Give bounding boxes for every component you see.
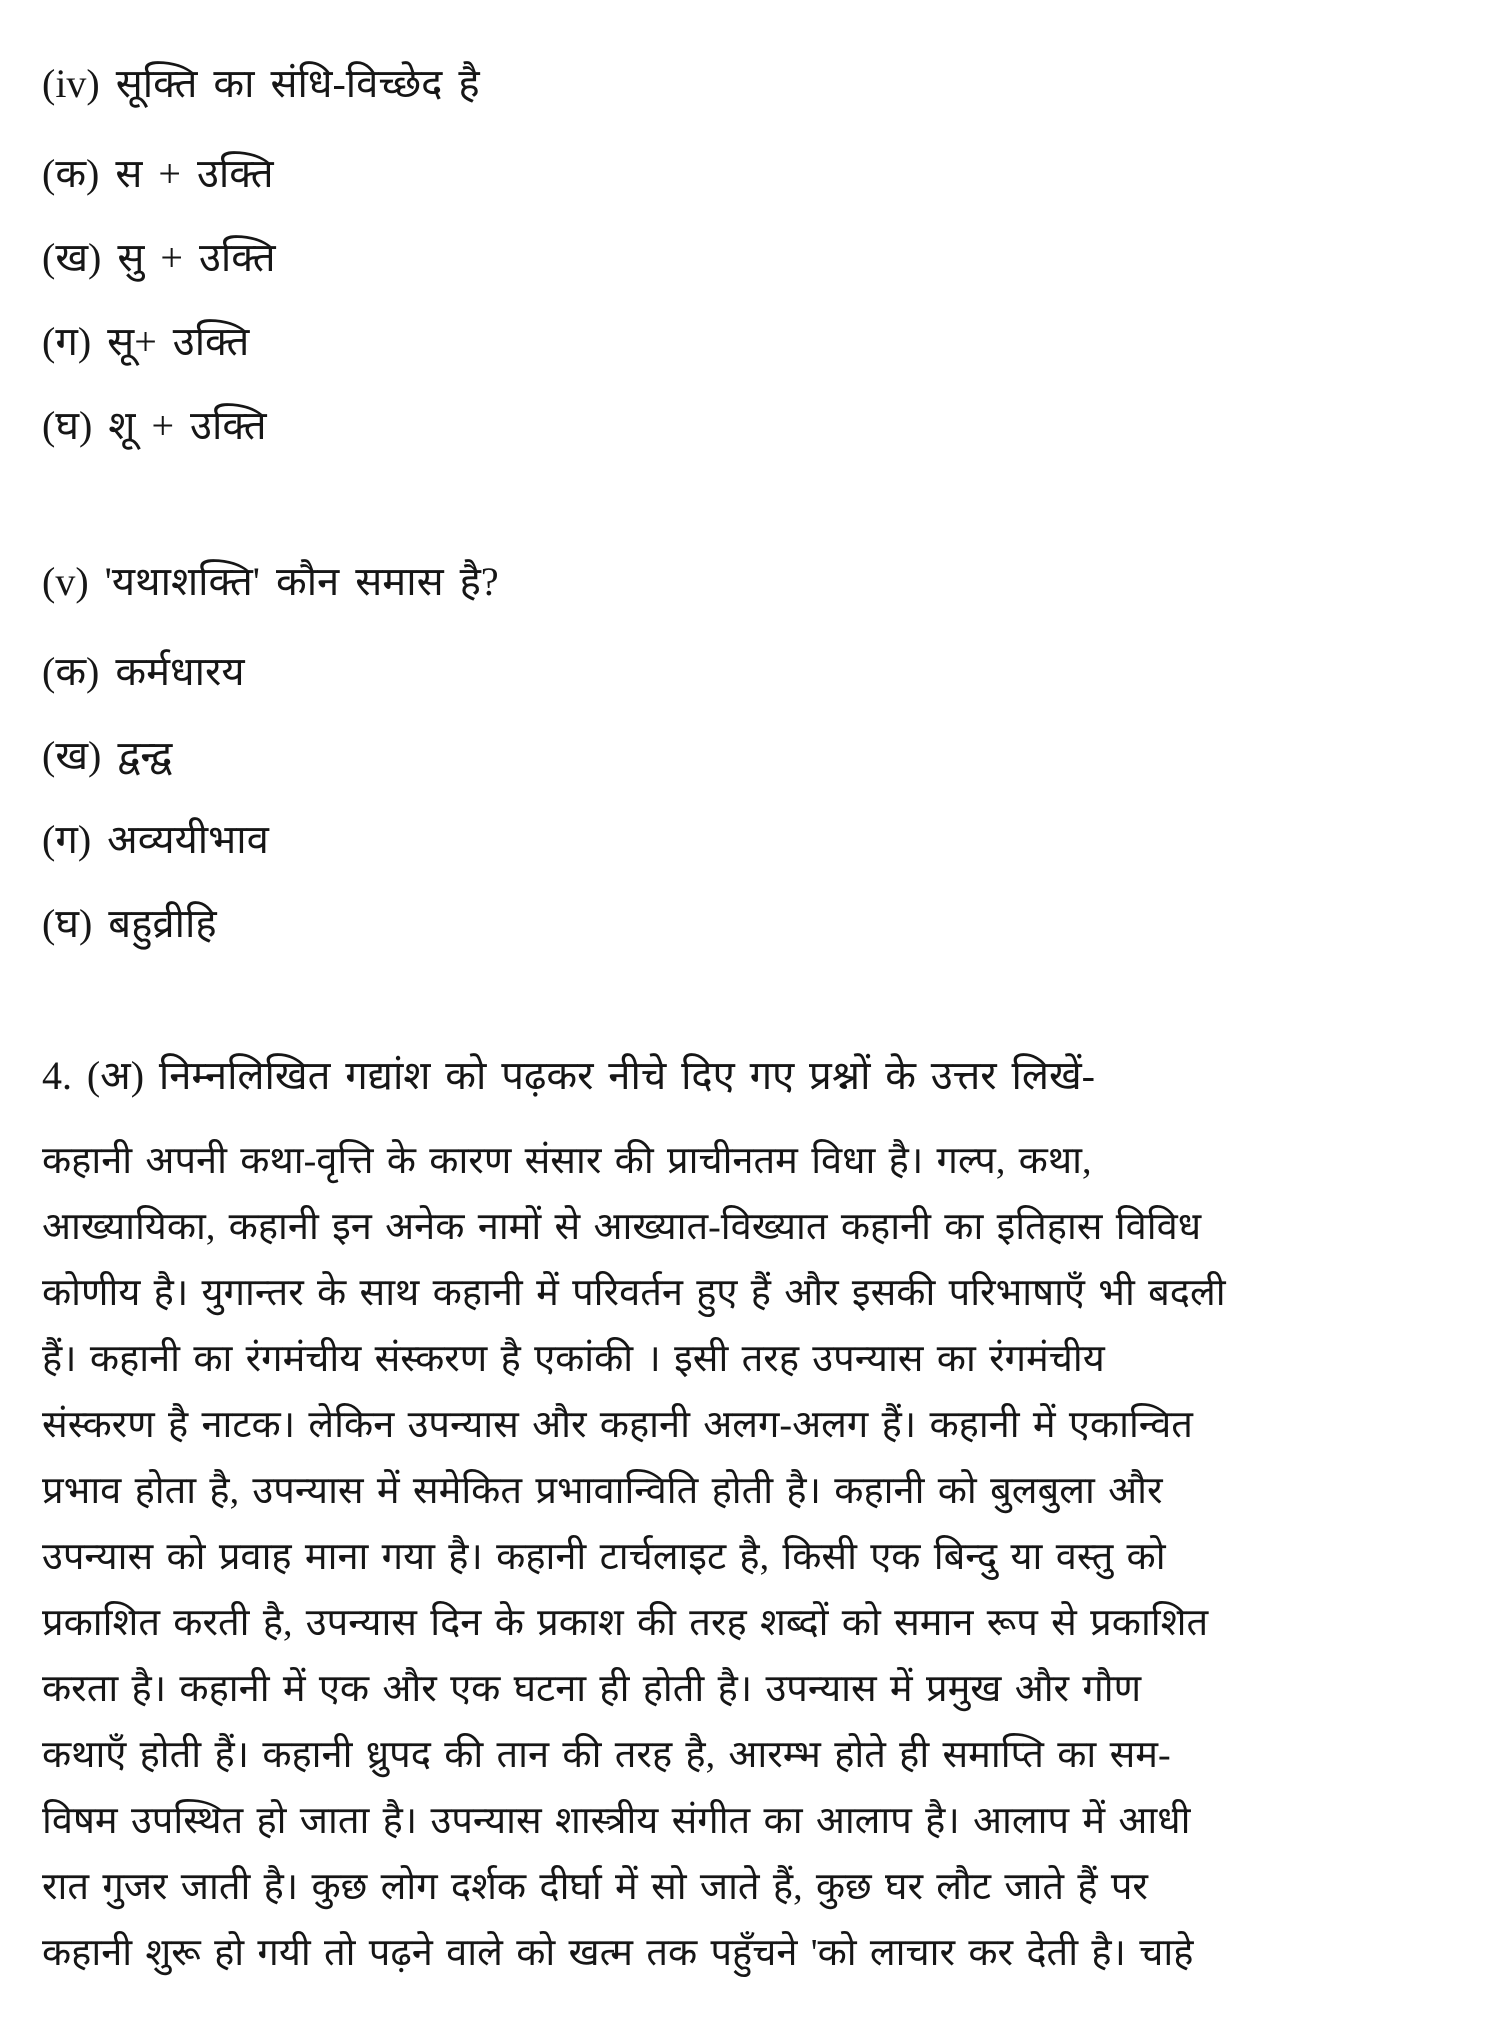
question-v-option-ga: [42, 816, 1475, 864]
option-label: (घ): [42, 403, 93, 448]
option-label: (ग): [42, 319, 92, 364]
passage-line: कथाएँ होती हैं। कहानी ध्रुपद की तान की तरह है, आरम्भ होते ही समाप्ति का सम-: [42, 1734, 1171, 1776]
question-iv-option-kha: [42, 234, 1475, 282]
option-label: (घ): [42, 901, 93, 946]
question-iv-option-ka: [42, 150, 1475, 198]
passage-line: आख्यायिका, कहानी इन अनेक नामों से आख्यात-विख्यात कहानी का इतिहास विविध: [42, 1206, 1202, 1248]
option-label: (ग): [42, 817, 92, 862]
question-iv-option-gha: [42, 402, 1475, 450]
section-4-heading: [42, 1050, 1475, 1102]
passage-line: प्रकाशित करती है, उपन्यास दिन के प्रकाश की तरह शब्दों को समान रूप से प्रकाशित: [42, 1602, 1209, 1644]
passage-line: हैं। कहानी का रंगमंचीय संस्करण है एकांकी । इसी तरह उपन्यास का रंगमंचीय: [42, 1338, 1105, 1380]
section-number: 4.: [42, 1053, 72, 1098]
question-v-option-ka: [42, 648, 1475, 696]
option-text: स + उक्ति: [115, 151, 274, 196]
question-text: सूक्ति का संधि-विच्छेद है: [115, 61, 480, 106]
passage-line: कोणीय है। युगान्तर के साथ कहानी में परिवर्तन हुए हैं और इसकी परिभाषाएँ भी बदली: [42, 1272, 1226, 1314]
passage-line: रात गुजर जाती है। कुछ लोग दर्शक दीर्घा में सो जाते हैं, कुछ घर लौट जाते हैं पर: [42, 1866, 1148, 1908]
question-iv-prompt: [42, 60, 1475, 108]
question-iv-block: [42, 60, 1475, 486]
question-number: (iv): [42, 61, 100, 106]
option-text: अव्ययीभाव: [107, 817, 269, 862]
passage-line: करता है। कहानी में एक और एक घटना ही होती है। उपन्यास में प्रमुख और गौण: [42, 1668, 1142, 1710]
option-text: कर्मधारय: [115, 649, 245, 694]
question-v-option-gha: [42, 900, 1475, 948]
passage-instruction: [42, 1050, 1475, 1102]
option-label: (क): [42, 151, 100, 196]
passage-line: कहानी अपनी कथा-वृत्ति के कारण संसार की प्राचीनतम विधा है। गल्प, कथा,: [42, 1140, 1092, 1182]
question-number: (v): [42, 559, 89, 604]
passage-line: उपन्यास को प्रवाह माना गया है। कहानी टार्चलाइट है, किसी एक बिन्दु या वस्तु को: [42, 1536, 1166, 1578]
option-text: शू + उक्ति: [108, 403, 267, 448]
question-v-option-kha: [42, 732, 1475, 780]
option-text: सु + उक्ति: [117, 235, 276, 280]
question-iv-option-ga: [42, 318, 1475, 366]
option-label: (ख): [42, 235, 102, 280]
option-label: (ख): [42, 733, 102, 778]
question-v-prompt: [42, 558, 1475, 606]
question-text: 'यथाशक्ति' कौन समास है?: [104, 559, 499, 604]
passage-line: प्रभाव होता है, उपन्यास में समेकित प्रभावान्विति होती है। कहानी को बुलबुला और: [42, 1470, 1163, 1512]
section-part: (अ): [86, 1053, 145, 1098]
passage-line: विषम उपस्थित हो जाता है। उपन्यास शास्त्रीय संगीत का आलाप है। आलाप में आधी: [42, 1800, 1191, 1842]
option-text: बहुव्रीहि: [108, 901, 217, 946]
passage-line: संस्करण है नाटक। लेकिन उपन्यास और कहानी अलग-अलग हैं। कहानी में एकान्वित: [42, 1404, 1193, 1446]
option-text: सू+ उक्ति: [107, 319, 250, 364]
section-instruction-text: निम्नलिखित गद्यांश को पढ़कर नीचे दिए गए प्रश्नों के उत्तर लिखें-: [158, 1053, 1095, 1098]
passage-line: कहानी शुरू हो गयी तो पढ़ने वाले को खत्म तक पहुँचने 'को लाचार कर देती है। चाहे: [42, 1932, 1194, 1974]
option-text: द्वन्द्व: [117, 733, 173, 778]
question-v-block: [42, 558, 1475, 984]
passage-block: [42, 1128, 1475, 1986]
option-label: (क): [42, 649, 100, 694]
